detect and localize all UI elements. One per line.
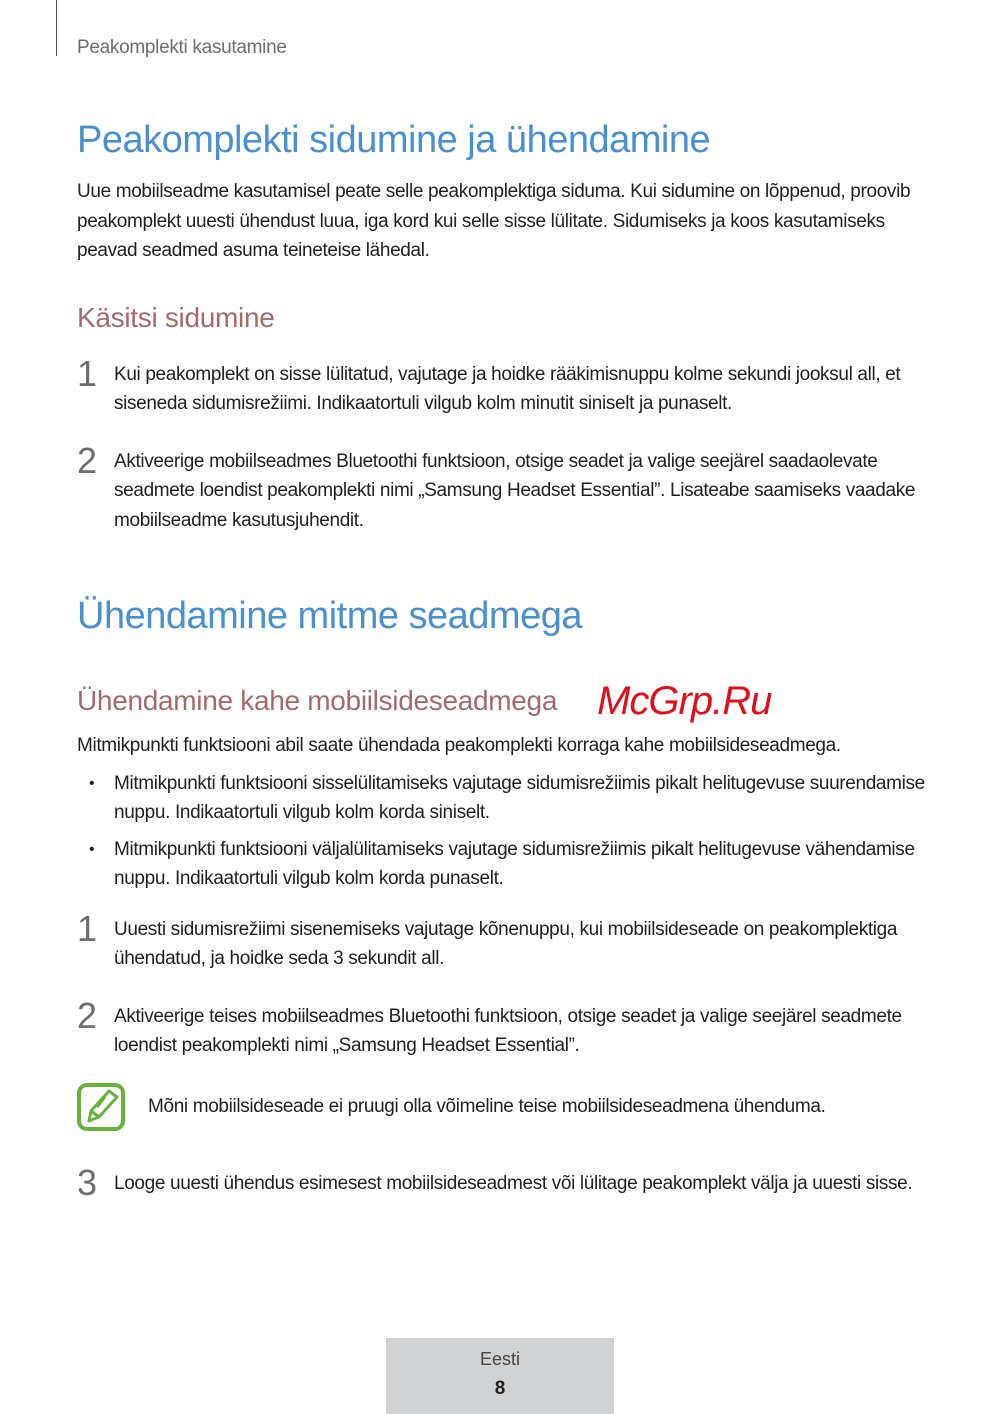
subtitle-manual-pairing: Käsitsi sidumine bbox=[77, 301, 275, 333]
note-text: Mõni mobiilsideseade ei pruugi olla võimeline teise mobiilsideseadmena ühenduma. bbox=[148, 1095, 826, 1117]
subtitle-two-devices: Ühendamine kahe mobiilsideseadmega bbox=[77, 685, 558, 716]
header-rule bbox=[56, 0, 57, 56]
step-text: Aktiveerige mobiilseadmes Bluetoothi funktsioon, otsige seadet ja valige seejärel saadaolevate seadmete loendist peakomplekti nimi „Samsung Headset Essential”. Lisateabe saamiseks vaadake mobiilseadme kasutusjuhendit. bbox=[114, 450, 916, 531]
step bbox=[77, 352, 937, 419]
step-number: 2 bbox=[77, 439, 98, 481]
step bbox=[77, 1161, 937, 1203]
note-icon bbox=[77, 1083, 125, 1131]
section-title-multipoint: Ühendamine mitme seadmega bbox=[77, 595, 582, 637]
step bbox=[77, 439, 937, 536]
watermark: McGrp.Ru bbox=[597, 679, 772, 723]
bullet-text: Mitmikpunkti funktsiooni väljalülitamiseks vajutage sidumisrežiimis pikalt helitugevuse vähendamise nuppu. Indikaatortuli vilgub kolm korda punaselt. bbox=[114, 838, 915, 889]
bullet-icon: • bbox=[89, 840, 95, 858]
bullet-item bbox=[77, 769, 937, 828]
footer-language: Eesti bbox=[479, 1349, 521, 1369]
bullet-icon: • bbox=[89, 774, 95, 792]
section-title-pairing: Peakomplekti sidumine ja ühendamine bbox=[77, 119, 711, 161]
bullet-item bbox=[77, 835, 937, 894]
step-number: 1 bbox=[77, 907, 98, 949]
page-content bbox=[77, 117, 937, 1201]
note bbox=[77, 1083, 937, 1131]
step-number: 3 bbox=[77, 1161, 98, 1203]
step bbox=[77, 994, 937, 1061]
step-number: 1 bbox=[77, 352, 98, 394]
step-text: Aktiveerige teises mobiilseadmes Bluetoothi funktsioon, otsige seadet ja valige seejärel seadmete loendist peakomplekti nimi „Samsung Headset Essential”. bbox=[114, 1005, 902, 1056]
bullet-text: Mitmikpunkti funktsiooni sisselülitamiseks vajutage sidumisrežiimis pikalt helitugevuse suurendamise nuppu. Indikaatortuli vilgub kolm korda siniselt. bbox=[114, 772, 925, 823]
step-text: Uuesti sidumisrežiimi sisenemiseks vajutage kõnenuppu, kui mobiilsideseade on peakomplektiga ühendatud, ja hoidke seda 3 sekundit all. bbox=[114, 918, 898, 969]
multipoint-intro: Mitmikpunkti funktsiooni abil saate ühendada peakomplekti korraga kahe mobiilsideseadmega. bbox=[77, 735, 841, 756]
step-number: 2 bbox=[77, 994, 98, 1036]
subtitle-row bbox=[77, 679, 937, 723]
intro-paragraph: Uue mobiilseadme kasutamisel peate selle peakomplektiga siduma. Kui sidumine on lõppenud, proovib peakomplekt uuesti ühendust luua, iga kord kui selle sisse lülitate. Sidumiseks ja koos kasutamiseks peavad seadmed asuma teineteise lähedal. bbox=[77, 181, 911, 261]
step-text: Looge uuesti ühendus esimesest mobiilsideseadmest või lülitage peakomplekt välja ja uuesti sisse. bbox=[114, 1172, 913, 1194]
step bbox=[77, 907, 937, 974]
page-number: 8 bbox=[494, 1378, 506, 1399]
step-text: Kui peakomplekt on sisse lülitatud, vajutage ja hoidke rääkimisnuppu kolme sekundi jooksul all, et siseneda sidumisrežiimi. Indikaatortuli vilgub kolm minutit siniselt ja punaselt. bbox=[114, 363, 901, 414]
page-footer bbox=[386, 1338, 614, 1414]
running-header: Peakomplekti kasutamine bbox=[77, 37, 287, 58]
